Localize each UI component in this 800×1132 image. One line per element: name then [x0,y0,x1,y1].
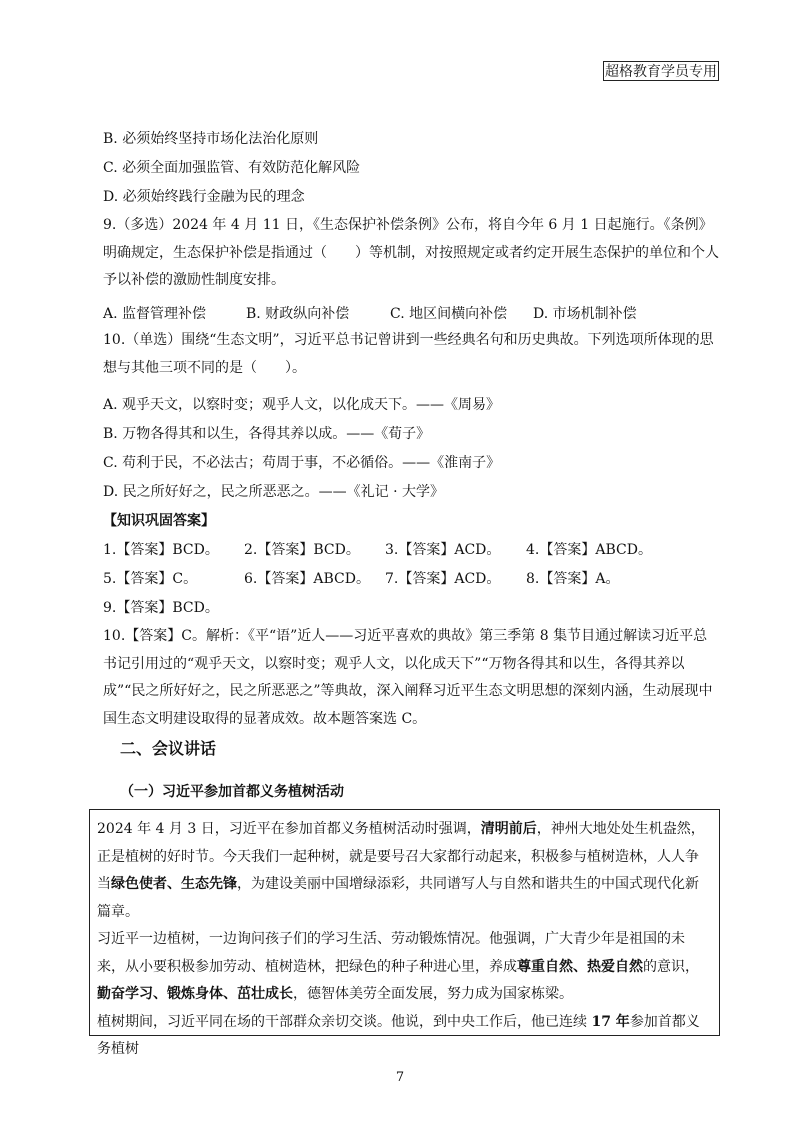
answer-7: 7.【答案】ACD。 [385,571,501,587]
excerpt-text: ，德智体美劳全面发展，努力成为国家栋梁。 [293,986,573,1002]
answer-5: 5.【答案】C。 [103,571,198,587]
excerpt-text: 植树期间，习近平同在场的干部群众亲切交谈。他说，到中央工作后，他已连续 [97,1013,592,1030]
header-tag: 超格教育学员专用 [603,61,719,81]
q9-stem: 9.（多选）2024 年 4 月 11 日，《生态保护补偿条例》公布，将自今年 6 月 1 日起施行。《条例》明确规定，生态保护补偿是指通过（ ）等机制，对按照规定或者约定开展生态保护的单位和个人予以补偿的激励性制度安排。 [103,217,719,288]
q10-option-c: C. 苟利于民，不必法古；苟周于事，不必循俗。——《淮南子》 [103,455,501,471]
excerpt-paragraph-3 [97,1009,712,1064]
answer-3: 3.【答案】ACD。 [385,542,501,558]
page-number: 7 [395,1070,405,1085]
section-subheading: （一）习近平参加首都义务植树活动 [120,784,344,800]
answer-2: 2.【答案】BCD。 [244,542,360,558]
section-heading: 二、会议讲话 [120,739,217,758]
q10-stem: 10.（单选）围绕“生态文明”，习近平总书记曾讲到一些经典名句和历史典故。下列选项所体现的思想与其他三项不同的是（ ）。 [103,332,714,376]
excerpt-emphasis: 勤奋学习、锻炼身体、茁壮成长 [97,986,293,1002]
excerpt-text: 习近平一边植树，一边询问孩子们的学习生活、劳动锻炼情况。他强调，广大青少年是祖国的未来，从小要积极参加劳动、植树造林，把绿色的种子种进心里，养成 [97,931,685,975]
answer-6: 6.【答案】ABCD。 [244,571,370,587]
q9-option-d: D. 市场机制补偿 [533,306,637,322]
excerpt-text: ，为建设美丽中国增绿添彩，共同谱写人与自然和谐共生的中国式现代化新篇章。 [97,876,699,920]
answer-4: 4.【答案】ABCD。 [526,542,652,558]
excerpt-emphasis: 尊重自然、热爱自然 [517,958,643,975]
excerpt-text: 的意识， [643,958,699,975]
excerpt-emphasis: 绿色使者、生态先锋 [111,876,237,892]
excerpt-emphasis: 清明前后 [480,821,537,837]
q8-option-c: C. 必须全面加强监管、有效防范化解风险 [103,160,361,176]
excerpt-text: 参加首都义务植树 [97,1013,700,1057]
q8-option-d: D. 必须始终践行金融为民的理念 [103,189,305,205]
excerpt-paragraph-2 [97,926,712,1009]
excerpt-text: 2024 年 4 月 3 日，习近平在参加首都义务植树活动时强调， [97,821,481,837]
q10-option-d: D. 民之所好好之，民之所恶恶之。——《礼记 · 大学》 [103,484,444,500]
answer-1: 1.【答案】BCD。 [103,542,219,558]
answers-row-1 [103,539,683,561]
q9-option-b: B. 财政纵向补偿 [246,306,350,322]
answers-row-3 [103,597,683,619]
answers-title: 【知识巩固答案】 [103,513,215,529]
q10-option-a: A. 观乎天文，以察时变；观乎人文，以化成天下。——《周易》 [103,397,501,413]
answer-9: 9.【答案】BCD。 [103,600,219,616]
q8-option-b: B. 必须始终坚持市场化法治化原则 [103,131,319,147]
answers-row-2 [103,568,683,590]
q9-option-c: C. 地区间横向补偿 [390,306,508,322]
excerpt-paragraph-1 [97,816,712,926]
excerpt-text: ，神州大地处处生机盎然，正是植树的好时节。今天我们一起种树，就是要号召大家都行动起来，积极参与植树造林，人人争当 [97,821,705,892]
excerpt-emphasis: 17 年 [591,1013,630,1030]
answer-10-explanation: 10.【答案】C。解析：《平“语”近人——习近平喜欢的典故》第三季第 8 集节目通过解读习近平总书记引用过的“观乎天文，以察时变；观乎人文，以化成天下”“万物各得其和以生，各得其养以成”“民之所好好之，民之所恶恶之”等典故，深入阐释习近平生态文明思想的深刻内涵，生动展现中国生态文明建设取得的显著成效。故本题答案选 C。 [103,628,713,727]
q10-option-b: B. 万物各得其和以生，各得其养以成。——《荀子》 [103,426,431,442]
q9-option-a: A. 监督管理补偿 [103,306,207,322]
news-excerpt-box [89,809,720,1057]
answer-8: 8.【答案】A。 [526,571,620,587]
